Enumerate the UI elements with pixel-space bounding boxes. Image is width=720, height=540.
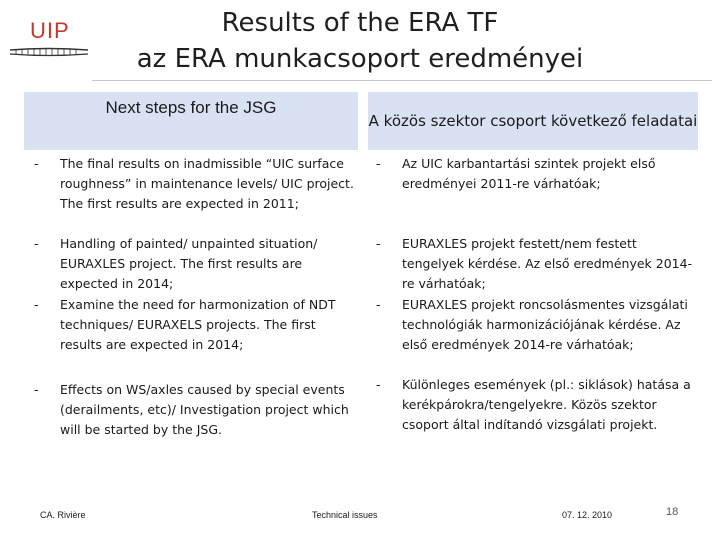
slide-number: 18 [666,506,679,518]
rail-track-icon [8,44,90,58]
title-divider [92,80,712,81]
footer-topic: Technical issues [312,510,378,520]
list-item [366,154,700,194]
bullet-dash: - [376,377,381,392]
bullet-dash: - [34,382,39,397]
list-item-text: Effects on WS/axles caused by special events (derailments, etc)/ Investigation project which will be started by the JSG. [60,382,349,437]
list-item-text: EURAXLES projekt roncsolásmentes vizsgálati technológiák harmonizációjának kérdése. Az első eredmények 2014-re várhatóak; [402,297,688,352]
left-header-text: Next steps for the JSG [105,98,277,117]
bullet-dash: - [376,236,381,251]
list-item [24,154,360,214]
list-item [366,234,700,294]
slide-title-hu: az ERA munkacsoport eredményei [136,44,584,74]
bullet-dash: - [376,156,381,171]
bullet-dash: - [34,236,39,251]
right-header-text: A közös szektor csoport következő feladatai [368,112,698,130]
list-item [366,375,700,435]
left-column-header [24,92,358,150]
list-item-text: Az UIC karbantartási szintek projekt első eredményei 2011-re várhatóak; [402,156,656,191]
list-item-text: The final results on inadmissible “UIC surface roughness” in maintenance levels/ UIC project. The first results are expected in 2011; [60,156,354,211]
bullet-dash: - [34,156,39,171]
list-item-text: Különleges események (pl.: siklások) hatása a kerékpárokra/tengelyekre. Közös szektor csoport által indítandó vizsgálati projekt. [402,377,691,432]
list-item-text: EURAXLES projekt festett/nem festett tengelyek kérdése. Az első eredmények 2014-re várhatóak; [402,236,693,291]
bullet-dash: - [34,297,39,312]
logo-text: UIP [30,18,70,43]
list-item-text: Handling of painted/ unpainted situation/ EURAXLES project. The first results are expected in 2014; [60,236,318,291]
list-item [24,234,360,294]
footer-date: 07. 12. 2010 [562,510,613,520]
list-item [366,295,700,355]
slide-title-en: Results of the ERA TF [221,8,499,38]
uip-logo [8,8,90,62]
list-item-text: Examine the need for harmonization of NDT techniques/ EURAXELS projects. The first results are expected in 2014; [60,297,336,352]
list-item [24,295,360,355]
footer-author: CA. Rivière [40,510,86,520]
bullet-dash: - [376,297,381,312]
right-column-header [368,92,698,150]
list-item [24,380,360,440]
